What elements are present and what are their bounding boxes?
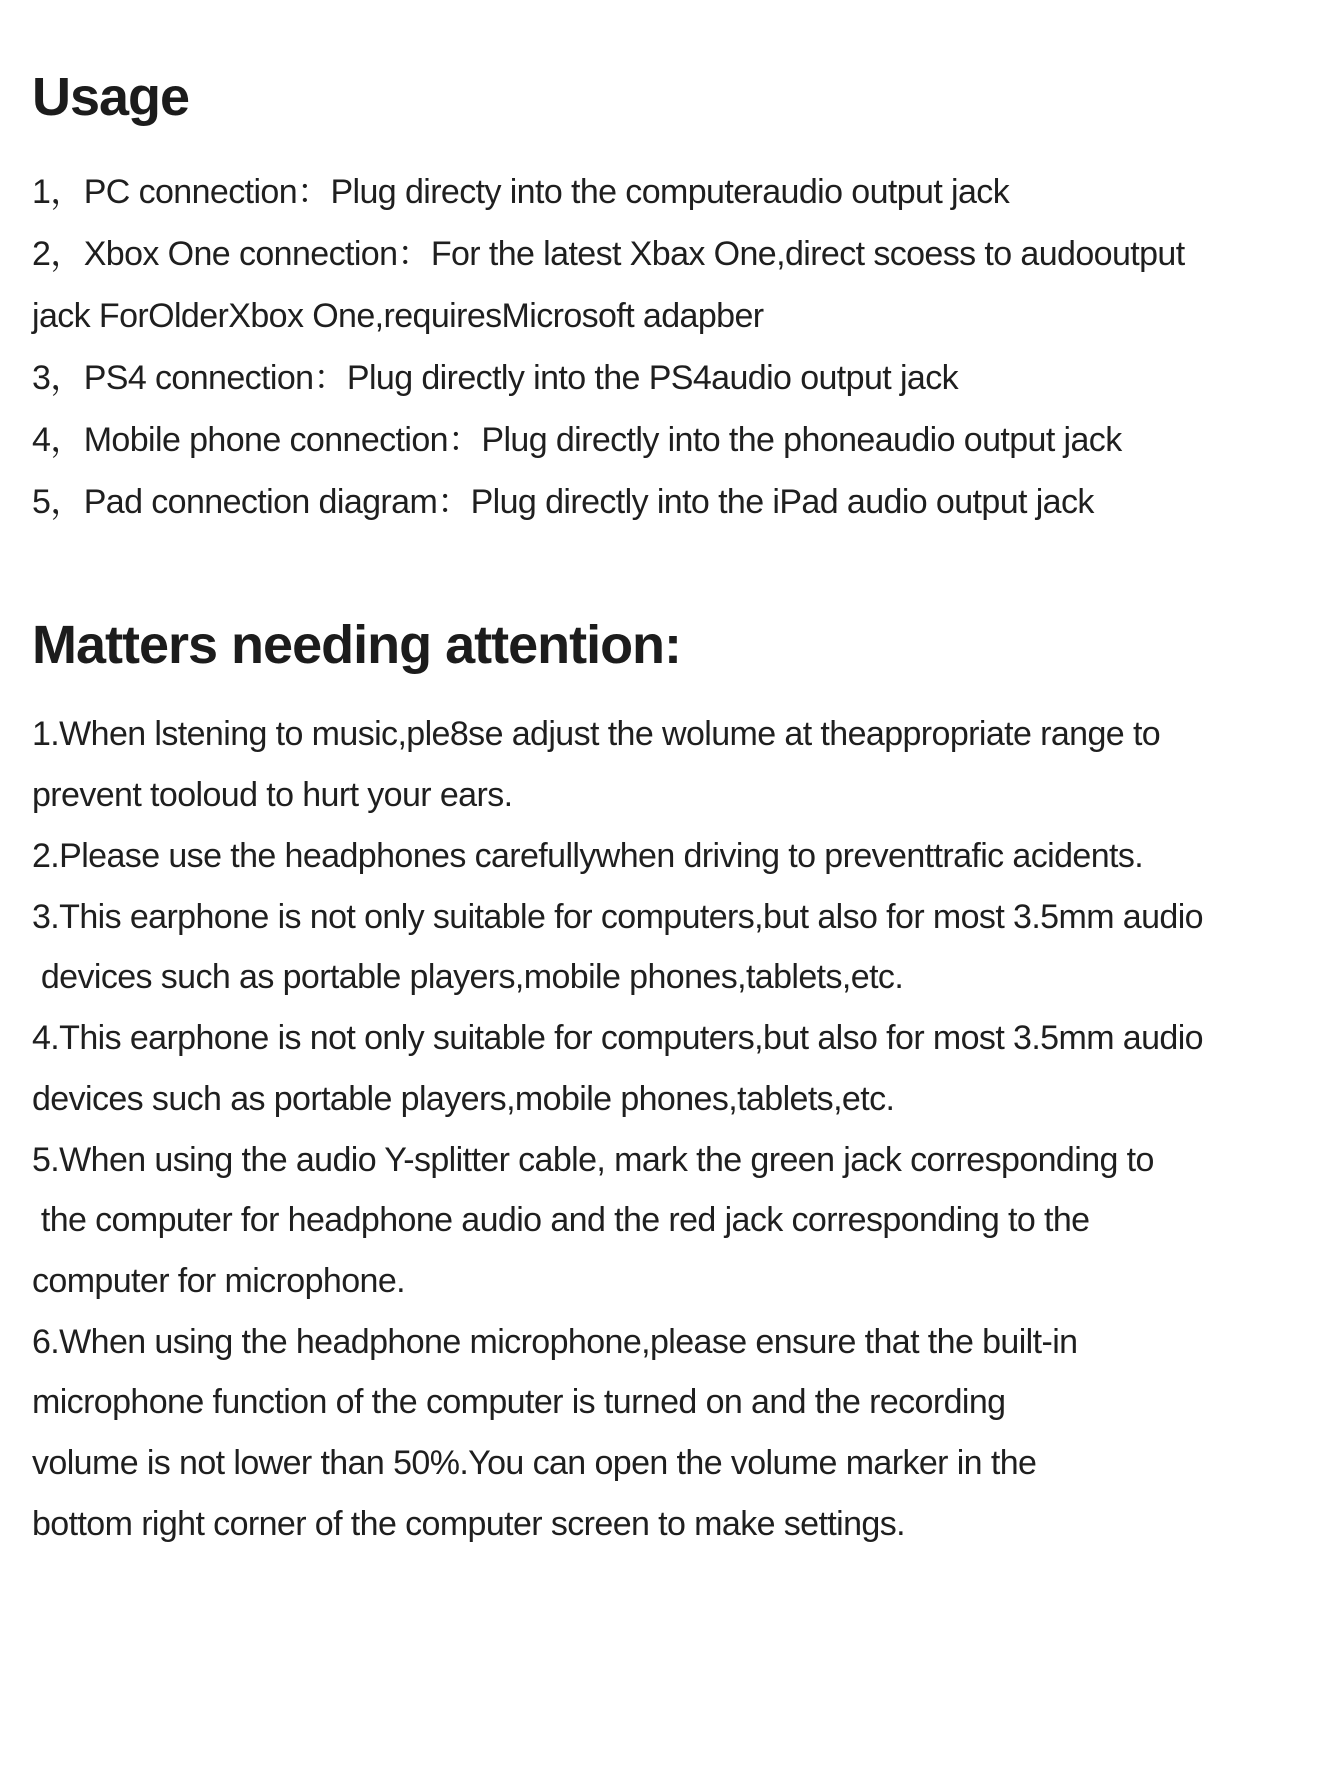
attention-line: the computer for headphone audio and the red jack corresponding to the (32, 1201, 1090, 1239)
attention-line: devices such as portable players,mobile phones,tablets,etc. (32, 958, 904, 996)
usage-line-mobile: 4，Mobile phone connection：Plug directly into the phoneaudio output jack (32, 421, 1122, 459)
attention-line: 3.This earphone is not only suitable for computers,but also for most 3.5mm audio (32, 898, 1203, 936)
attention-heading: Matters needing attention: (32, 615, 682, 675)
attention-line: computer for microphone. (32, 1262, 405, 1300)
attention-line: microphone function of the computer is turned on and the recording (32, 1383, 1006, 1421)
attention-line: 4.This earphone is not only suitable for computers,but also for most 3.5mm audio (32, 1019, 1203, 1057)
usage-line-pc: 1，PC connection：Plug directy into the computeraudio output jack (32, 173, 1010, 211)
usage-line-xbox: 2，Xbox One connection：For the latest Xbax One,direct scoess to audooutput (32, 235, 1185, 273)
attention-line: bottom right corner of the computer screen to make settings. (32, 1505, 905, 1543)
attention-line: 1.When lstening to music,ple8se adjust the wolume at theappropriate range to (32, 715, 1161, 753)
attention-line: 2.Please use the headphones carefullywhen driving to preventtrafic acidents. (32, 837, 1144, 875)
attention-line: 5.When using the audio Y-splitter cable, mark the green jack corresponding to (32, 1141, 1154, 1179)
usage-heading: Usage (32, 67, 190, 127)
usage-line-xbox-continued: jack ForOlderXbox One,requiresMicrosoft adapber (32, 297, 764, 335)
attention-line: 6.When using the headphone microphone,please ensure that the built-in (32, 1323, 1078, 1361)
usage-line-pad: 5，Pad connection diagram：Plug directly into the iPad audio output jack (32, 483, 1094, 521)
attention-line: prevent tooloud to hurt your ears. (32, 776, 513, 814)
usage-line-ps4: 3，PS4 connection：Plug directly into the PS4audio output jack (32, 359, 959, 397)
attention-line: volume is not lower than 50%.You can open the volume marker in the (32, 1444, 1037, 1482)
attention-line: devices such as portable players,mobile phones,tablets,etc. (32, 1080, 895, 1118)
